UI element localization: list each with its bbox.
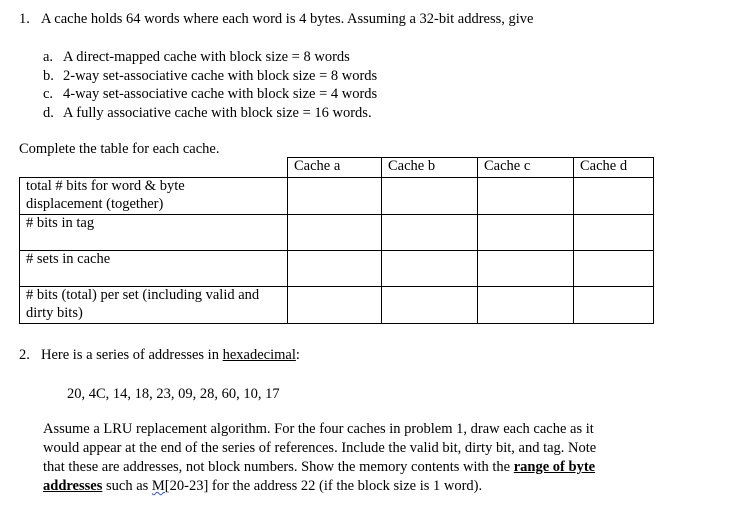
item-letter: c. [43, 86, 54, 102]
answer-cell[interactable] [288, 178, 382, 215]
item-text: A direct-mapped cache with block size = 8 words [63, 49, 350, 65]
table-row [20, 287, 654, 324]
question-1-item-d [43, 104, 372, 122]
paragraph-text: such as [102, 478, 152, 494]
answer-cell[interactable] [478, 287, 574, 324]
paragraph-text: 20-23] for the address 22 (if the block size is 1 word). [169, 478, 483, 494]
header-cache-b: Cache b [382, 158, 478, 178]
question-1-item-a [43, 48, 350, 66]
answer-cell[interactable] [574, 287, 654, 324]
header-cache-d: Cache d [574, 158, 654, 178]
question-1-text: A cache holds 64 words where each word is 4 bytes. Assuming a 32-bit address, give [41, 11, 534, 27]
answer-cell[interactable] [288, 287, 382, 324]
paragraph-line-2: would appear at the end of the series of references. Include the valid bit, dirty bit, and tag. Note [43, 440, 597, 456]
table-row [20, 178, 654, 215]
answer-cell[interactable] [478, 251, 574, 287]
answer-cell[interactable] [288, 215, 382, 251]
question-2-number: 2. [19, 347, 30, 363]
question-2 [19, 346, 300, 364]
answer-cell[interactable] [478, 178, 574, 215]
table-corner-cell [20, 158, 288, 178]
emphasis-addresses: addresses [43, 478, 103, 494]
answer-cell[interactable] [382, 251, 478, 287]
paragraph-line-1: Assume a LRU replacement algorithm. For the four caches in problem 1, draw each cache as it [43, 421, 594, 437]
item-text: A fully associative cache with block size = 16 words. [63, 105, 372, 121]
table-row [20, 215, 654, 251]
question-1-number: 1. [19, 11, 30, 27]
paragraph-line-4 [43, 477, 482, 495]
answer-cell[interactable] [574, 215, 654, 251]
emphasis-range-of-byte: range of byte [513, 459, 596, 475]
row-label: total # bits for word & byte displacement (together) [20, 178, 288, 215]
header-cache-c: Cache c [478, 158, 574, 178]
row-label: # bits (total) per set (including valid and dirty bits) [20, 287, 288, 324]
question-1-item-c [43, 85, 377, 103]
cache-table [19, 157, 654, 324]
row-label: # bits in tag [20, 215, 288, 251]
answer-cell[interactable] [382, 215, 478, 251]
answer-cell[interactable] [574, 178, 654, 215]
question-2-colon: : [295, 347, 300, 363]
item-letter: d. [43, 105, 54, 121]
row-label: # sets in cache [20, 251, 288, 287]
item-letter: b. [43, 68, 54, 84]
header-cache-a: Cache a [288, 158, 382, 178]
address-series: 20, 4C, 14, 18, 23, 09, 28, 60, 10, 17 [67, 386, 280, 402]
paragraph-line-3 [43, 458, 595, 476]
answer-cell[interactable] [288, 251, 382, 287]
question-1-item-b [43, 67, 377, 85]
hexadecimal-term: hexadecimal [222, 347, 296, 363]
item-text: 2-way set-associative cache with block size = 8 words [63, 68, 378, 84]
table-caption: Complete the table for each cache. [19, 141, 220, 157]
table-row [20, 251, 654, 287]
answer-cell[interactable] [382, 287, 478, 324]
answer-cell[interactable] [574, 251, 654, 287]
question-1 [19, 10, 534, 28]
question-2-text: Here is a series of addresses in [41, 347, 223, 363]
table-header-row [20, 158, 654, 178]
answer-cell[interactable] [478, 215, 574, 251]
memory-notation: M[ [151, 478, 170, 494]
item-letter: a. [43, 49, 54, 65]
item-text: 4-way set-associative cache with block size = 4 words [63, 86, 378, 102]
answer-cell[interactable] [382, 178, 478, 215]
paragraph-text: that these are addresses, not block numbers. Show the memory contents with the [43, 459, 514, 475]
